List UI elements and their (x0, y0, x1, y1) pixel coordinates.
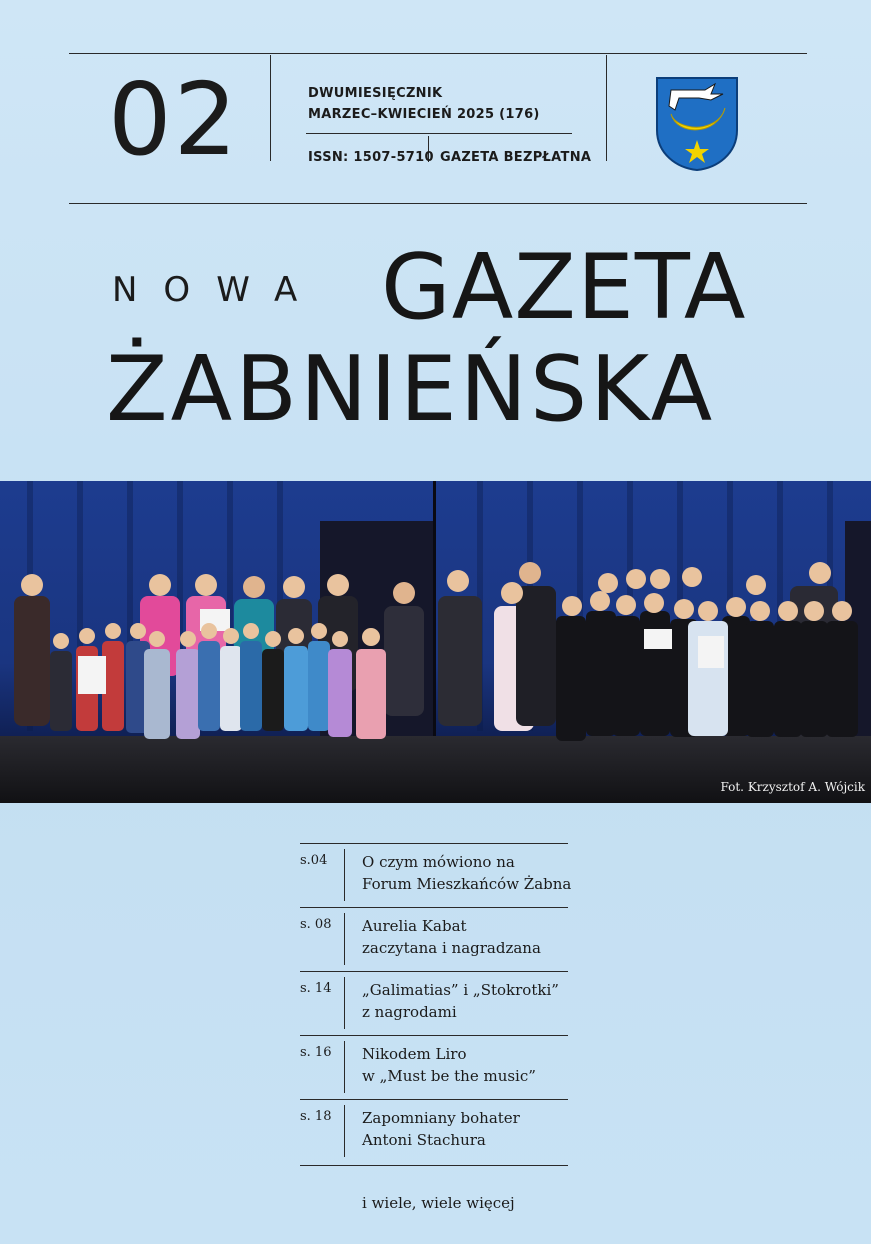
toc-title-line2: w „Must be the music” (362, 1067, 536, 1085)
toc-page: s. 08 (300, 917, 332, 932)
toc-item (300, 1099, 568, 1163)
toc-title (362, 1043, 536, 1087)
header-inner-rule (306, 133, 572, 134)
toc-separator (344, 849, 345, 901)
toc-item (300, 843, 572, 907)
header-top-rule (69, 53, 807, 54)
period-label: MARZEC–KWIECIEŃ 2025 (176) (308, 107, 540, 122)
toc-title-line2: z nagrodami (362, 1003, 457, 1021)
stage-scene (0, 481, 871, 803)
toc-page: s. 16 (300, 1045, 332, 1060)
toc-title-line1: Aurelia Kabat (362, 917, 467, 935)
toc-separator (344, 913, 345, 965)
price-label: GAZETA BEZPŁATNA (440, 150, 592, 165)
toc-rule-bottom (300, 1165, 568, 1166)
coat-of-arms-icon (655, 76, 739, 172)
frequency-label: DWUMIESIĘCZNIK (308, 86, 443, 101)
toc-title-line1: Nikodem Liro (362, 1045, 467, 1063)
toc-separator (344, 1041, 345, 1093)
toc-page: s.04 (300, 853, 328, 868)
toc-separator (344, 977, 345, 1029)
toc-item (300, 1035, 568, 1099)
issn-label: ISSN: 1507-5710 (308, 150, 434, 165)
toc-title-line2: Forum Mieszkańców Żabna (362, 875, 572, 893)
title-gazeta: GAZETA (381, 235, 747, 340)
toc-page: s. 14 (300, 981, 332, 996)
toc-separator (344, 1105, 345, 1157)
toc-title (362, 979, 559, 1023)
toc-title-line1: Zapomniany bohater (362, 1109, 520, 1127)
title-zabnienska: ŻABNIEŃSKA (106, 337, 716, 442)
header-divider-right (606, 55, 607, 161)
issue-number: 02 (108, 61, 240, 178)
title-nowa: NOWA (112, 270, 324, 310)
toc-title (362, 851, 571, 895)
toc-title-line1: O czym mówiono na (362, 853, 515, 871)
toc-page: s. 18 (300, 1109, 332, 1124)
toc-item (300, 971, 568, 1035)
toc-item (300, 907, 568, 971)
header-divider-left (270, 55, 271, 161)
toc-title-line1: „Galimatias” i „Stokrotki” (362, 981, 559, 999)
photo-credit: Fot. Krzysztof A. Wójcik (720, 780, 865, 794)
cover-photo (0, 481, 871, 803)
toc-title-line2: zaczytana i nagradzana (362, 939, 541, 957)
toc-title (362, 1107, 520, 1151)
header-bottom-rule (69, 203, 807, 204)
toc-title-line2: Antoni Stachura (362, 1131, 486, 1149)
more-content-note: i wiele, wiele więcej (362, 1194, 515, 1212)
toc-title (362, 915, 541, 959)
